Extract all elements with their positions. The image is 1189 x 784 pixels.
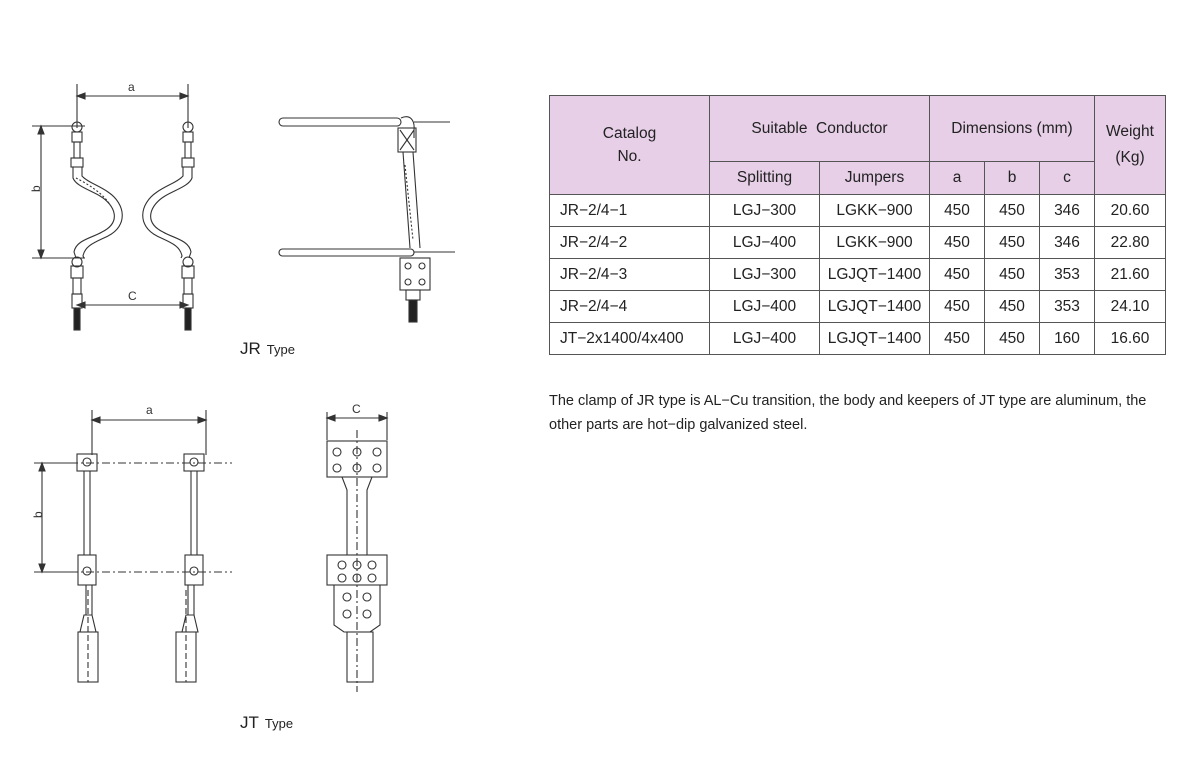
jr-dim-b-label: b	[29, 185, 43, 192]
cell-b: 450	[985, 227, 1040, 259]
cell-a: 450	[930, 227, 985, 259]
cell-splitting: LGJ−400	[710, 323, 820, 355]
jr-type-caption	[240, 339, 295, 359]
jt-caption-main: JT	[240, 713, 259, 732]
cell-jumpers: LGKK−900	[820, 195, 930, 227]
cell-splitting: LGJ−300	[710, 195, 820, 227]
header-weight: Weight (Kg)	[1095, 96, 1166, 195]
cell-splitting: LGJ−400	[710, 227, 820, 259]
cell-catalog: JT−2x1400/4x400	[550, 323, 710, 355]
cell-a: 450	[930, 323, 985, 355]
header-suitable-conductor: Suitable Conductor	[710, 96, 930, 162]
cell-c: 353	[1040, 259, 1095, 291]
cell-b: 450	[985, 195, 1040, 227]
jt-dim-a-label: a	[146, 403, 153, 417]
jt-front-view	[31, 403, 232, 682]
table-row	[550, 259, 1166, 291]
cell-weight: 16.60	[1095, 323, 1166, 355]
material-note: The clamp of JR type is AL−Cu transition, the body and keepers of JT type are aluminum, the other parts are hot−dip galvanized steel.	[549, 393, 1147, 433]
jr-side-view	[279, 117, 455, 322]
cell-jumpers: LGJQT−1400	[820, 323, 930, 355]
header-dim-b: b	[985, 162, 1040, 195]
cell-c: 160	[1040, 323, 1095, 355]
header-catalog-no: Catalog No.	[550, 96, 710, 195]
header-dim-a: a	[930, 162, 985, 195]
jr-caption-main: JR	[240, 339, 261, 358]
cell-jumpers: LGJQT−1400	[820, 291, 930, 323]
jr-dim-a-label: a	[128, 80, 135, 94]
cell-c: 346	[1040, 195, 1095, 227]
jt-side-view	[327, 402, 387, 692]
header-splitting: Splitting	[710, 162, 820, 195]
jr-front-view	[29, 80, 194, 330]
cell-splitting: LGJ−300	[710, 259, 820, 291]
technical-drawings	[0, 0, 540, 784]
cell-b: 450	[985, 323, 1040, 355]
cell-catalog: JR−2/4−1	[550, 195, 710, 227]
jt-type-caption	[240, 713, 293, 733]
table-row	[550, 323, 1166, 355]
header-dim-c: c	[1040, 162, 1095, 195]
table-row	[550, 195, 1166, 227]
cell-weight: 20.60	[1095, 195, 1166, 227]
cell-weight: 24.10	[1095, 291, 1166, 323]
cell-jumpers: LGJQT−1400	[820, 259, 930, 291]
cell-weight: 21.60	[1095, 259, 1166, 291]
cell-a: 450	[930, 195, 985, 227]
cell-b: 450	[985, 259, 1040, 291]
table-row	[550, 291, 1166, 323]
cell-c: 353	[1040, 291, 1095, 323]
cell-weight: 22.80	[1095, 227, 1166, 259]
spec-table	[549, 95, 1166, 355]
header-dimensions: Dimensions (mm)	[930, 96, 1095, 162]
header-jumpers: Jumpers	[820, 162, 930, 195]
jt-caption-sub: Type	[264, 716, 294, 731]
jt-dim-b-label: b	[31, 511, 45, 518]
cell-splitting: LGJ−400	[710, 291, 820, 323]
cell-c: 346	[1040, 227, 1095, 259]
jr-caption-sub: Type	[266, 342, 295, 357]
jr-dim-c-label: C	[128, 289, 137, 303]
cell-a: 450	[930, 291, 985, 323]
cell-catalog: JR−2/4−4	[550, 291, 710, 323]
cell-catalog: JR−2/4−3	[550, 259, 710, 291]
table-row	[550, 227, 1166, 259]
jt-dim-c-label: C	[352, 402, 361, 416]
cell-a: 450	[930, 259, 985, 291]
cell-catalog: JR−2/4−2	[550, 227, 710, 259]
cell-b: 450	[985, 291, 1040, 323]
cell-jumpers: LGKK−900	[820, 227, 930, 259]
